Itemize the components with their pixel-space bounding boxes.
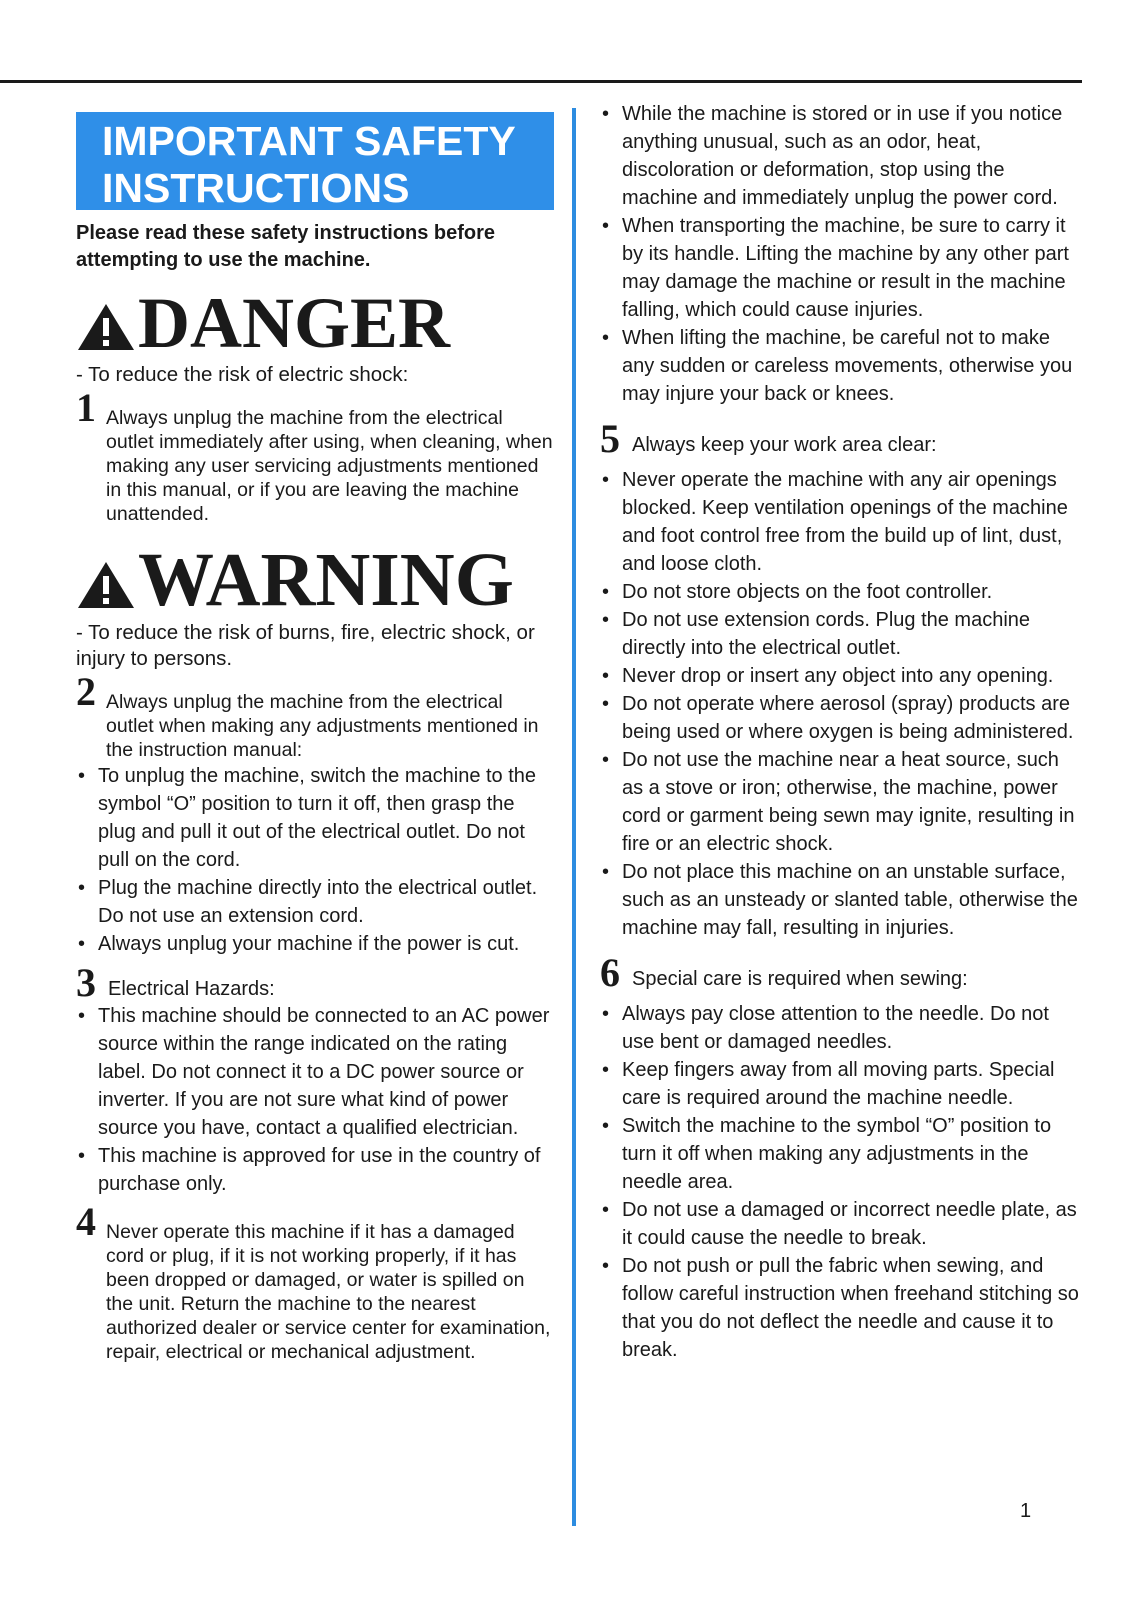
danger-word: DANGER [138,283,451,363]
column-divider [572,108,576,1526]
list-item: • This machine is approved for use in the country of purchase only. [76,1142,554,1198]
list-item: • Always unplug your machine if the power is cut. [76,930,554,958]
list-item: • Do not use extension cords. Plug the machine directly into the electrical outlet. [600,606,1080,662]
item-5 [600,416,1080,461]
list-item: • When lifting the machine, be careful not to make any sudden or careless movements, otherwise you may injure your back or knees. [600,324,1080,408]
item-1 [76,385,554,526]
item-4 [76,1199,554,1364]
list-item: • This machine should be connected to an AC power source within the range indicated on the rating label. Do not connect it to a DC power source or inverter. If you are not sure what kind of power source you have, contact a qualified electrician. [76,1002,554,1142]
danger-heading [76,283,554,363]
title-banner [76,112,554,210]
list-item: • Plug the machine directly into the electrical outlet. Do not use an extension cord. [76,874,554,930]
title-line-1: IMPORTANT SAFETY [102,118,516,164]
item-number: 1 [76,385,96,430]
list-item: • Never operate the machine with any air openings blocked. Keep ventilation openings of the machine and foot control free from the build up of lint, dust, and loose cloth. [600,466,1080,578]
warning-heading [76,538,554,622]
item-text: Never operate this machine if it has a damaged cord or plug, if it is not working properly, if it has been dropped or damaged, or water is spilled on the unit. Return the machine to the nearest authorized dealer or service center for examination, repair, electrical or mechanical adjustment. [106,1221,551,1363]
list-item: • To unplug the machine, switch the machine to the symbol “O” position to turn it off, then grasp the plug and pull it out of the electrical outlet. Do not pull on the cord. [76,762,554,874]
item-number: 6 [600,950,620,995]
list-item: • Do not place this machine on an unstable surface, such as an unsteady or slanted table, otherwise the machine may fall, resulting in injuries. [600,858,1080,942]
list-item: • Do not use the machine near a heat source, such as a stove or iron; otherwise, the machine, power cord or garment being sewn may ignite, resulting in fire or an electric shock. [600,746,1080,858]
item-text: Special care is required when sewing: [632,968,968,990]
list-item: • While the machine is stored or in use if you notice anything unusual, such as an odor, heat, discoloration or deformation, stop using the machine and immediately unplug the power cord. [600,100,1080,212]
warning-reduce-text: - To reduce the risk of burns, fire, electric shock, or injury to persons. [76,621,535,670]
warning-triangle-icon [76,302,136,352]
top-rule [0,80,1082,83]
item-3 [76,960,554,1005]
list-item: • Do not store objects on the foot controller. [600,578,1080,606]
list-item: • Keep fingers away from all moving parts. Special care is required around the machine needle. [600,1056,1080,1112]
list-item: • When transporting the machine, be sure to carry it by its handle. Lifting the machine by any other part may damage the machine or result in the machine falling, which could cause injuries. [600,212,1080,324]
warning-word: WARNING [138,538,514,622]
list-item: • Never drop or insert any object into any opening. [600,662,1080,690]
item-text: Electrical Hazards: [108,978,275,1000]
item-2 [76,669,554,762]
item-6 [600,950,1080,995]
item-number: 5 [600,416,620,461]
item-5-bullets [600,466,1080,942]
item-number: 3 [76,960,96,1005]
danger-reduce-text: - To reduce the risk of electric shock: [76,363,409,386]
list-item: • Switch the machine to the symbol “O” position to turn it off when making any adjustments in the needle area. [600,1112,1080,1196]
list-item: • Always pay close attention to the needle. Do not use bent or damaged needles. [600,1000,1080,1056]
item-6-bullets [600,1000,1080,1364]
intro-text: Please read these safety instructions before attempting to use the machine. [76,222,496,271]
top-bullets [600,100,1080,408]
item-text: Always keep your work area clear: [632,434,937,456]
list-item: • Do not use a damaged or incorrect needle plate, as it could cause the needle to break. [600,1196,1080,1252]
item-number: 4 [76,1199,96,1244]
list-item: • Do not operate where aerosol (spray) products are being used or where oxygen is being administered. [600,690,1080,746]
item-number: 2 [76,669,96,714]
item-text: Always unplug the machine from the electrical outlet immediately after using, when cleaning, when making any user servicing adjustments mentioned in this manual, or if you are leaving the machine unattended. [106,407,553,525]
left-column [76,112,554,1364]
list-item: • Do not push or pull the fabric when sewing, and follow careful instruction when freehand stitching so that you do not deflect the needle and cause it to break. [600,1252,1080,1364]
warning-triangle-icon [76,560,136,610]
item-text: Always unplug the machine from the electrical outlet when making any adjustments mentioned in the instruction manual: [106,691,539,761]
title-line-2: INSTRUCTIONS [102,165,410,211]
right-column [600,100,1080,1364]
item-3-bullets [76,1002,554,1198]
page-number: 1 [1020,1500,1032,1522]
item-2-bullets [76,762,554,958]
